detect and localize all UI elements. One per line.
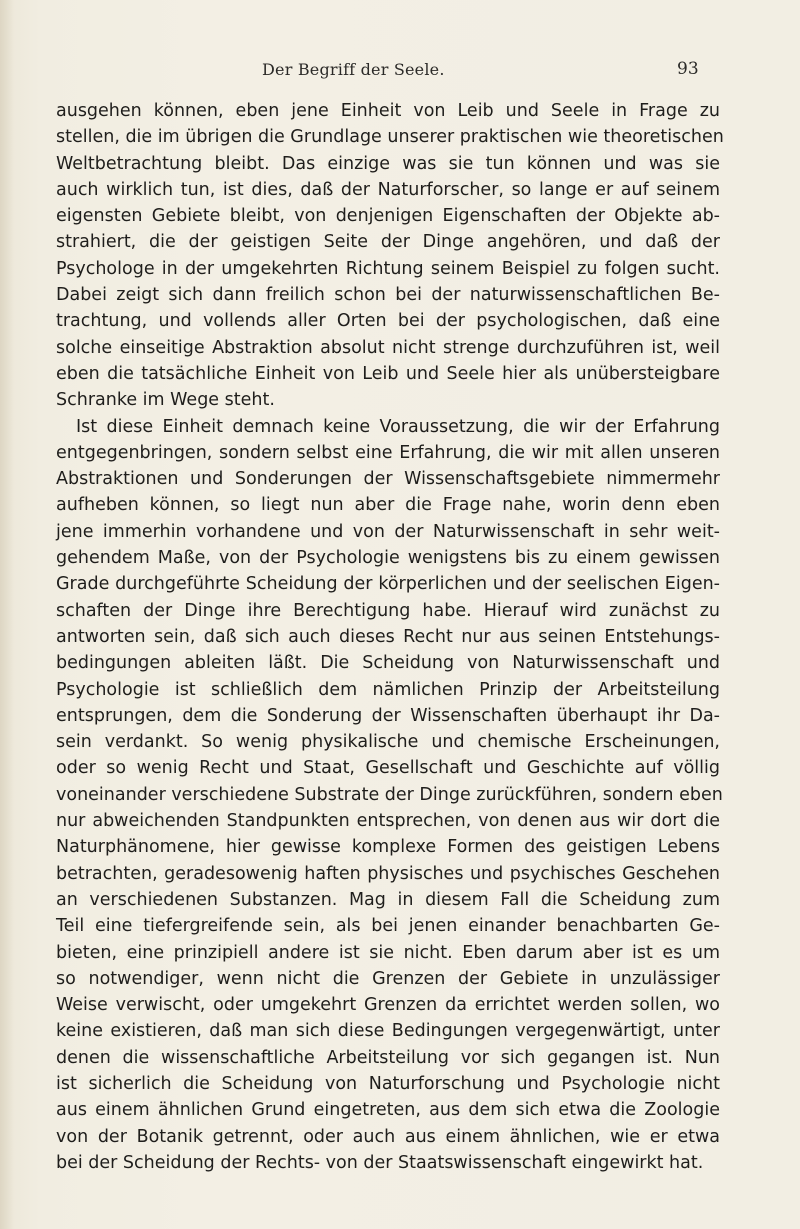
text-line: Naturphänomene, hier gewisse komplexe Formen des geistigen Lebens [56,837,720,858]
text-line: entgegenbringen, sondern selbst eine Erfahrung, die wir mit allen unseren [56,442,720,463]
page-number: 93 [677,59,699,79]
text-line: Ist diese Einheit demnach keine Voraussetzung, die wir der Erfahrung [76,416,720,437]
text-line: sein verdankt. So wenig physikalische und chemische Erscheinungen, [56,732,720,753]
paragraph [56,414,723,1177]
text-line: gehendem Maße, von der Psychologie wenigstens bis zu einem gewissen [56,548,720,569]
text-line: antworten sein, daß sich auch dieses Recht nur aus seinen Entstehungs- [56,626,720,647]
text-line: Schranke im Wege steht. [56,390,275,411]
text-line: voneinander verschiedene Substrate der Dinge zurückführen, sondern eben [56,784,723,805]
text-line: betrachten, geradesowenig haften physisches und psychisches Geschehen [56,863,720,884]
text-line: eigensten Gebiete bleibt, von denjenigen Eigenschaften der Objekte ab- [56,206,720,227]
text-line: strahiert, die der geistigen Seite der Dinge angehören, und daß der [56,232,720,253]
text-line: stellen, die im übrigen die Grundlage unserer praktischen wie theoretischen [56,127,724,148]
text-line: aufheben können, so liegt nun aber die Frage nahe, worin denn eben [56,495,720,516]
text-line: jene immerhin vorhandene und von der Naturwissenschaft in sehr weit- [56,521,720,542]
text-line: bieten, eine prinzipiell andere ist sie nicht. Eben darum aber ist es um [56,942,720,963]
text-line: aus einem ähnlichen Grund eingetreten, aus dem sich etwa die Zoologie [56,1100,720,1121]
text-line: so notwendiger, wenn nicht die Grenzen der Gebiete in unzulässiger [56,968,720,989]
running-head [0,52,800,82]
text-line: entsprungen, dem die Sonderung der Wissenschaften überhaupt ihr Da- [56,705,720,726]
text-line: Psychologe in der umgekehrten Richtung seinem Beispiel zu folgen sucht. [56,258,720,279]
text-line: solche einseitige Abstraktion absolut nicht strenge durchzuführen ist, weil [56,337,720,358]
text-line: Weise verwischt, oder umgekehrt Grenzen da errichtet werden sollen, wo [56,995,720,1016]
text-line: Abstraktionen und Sonderungen der Wissenschaftsgebiete nimmermehr [56,469,720,490]
text-line: oder so wenig Recht und Staat, Gesellschaft und Geschichte auf völlig [56,758,720,779]
text-line: Psychologie ist schließlich dem nämlichen Prinzip der Arbeitsteilung [56,679,720,700]
text-line: eben die tatsächliche Einheit von Leib und Seele hier als unübersteigbare [56,363,720,384]
text-line: ist sicherlich die Scheidung von Naturforschung und Psychologie nicht [56,1073,720,1094]
body-text [56,98,724,1176]
text-line: an verschiedenen Substanzen. Mag in diesem Fall die Scheidung zum [56,889,720,910]
text-line: keine existieren, daß man sich diese Bedingungen vergegenwärtigt, unter [56,1021,720,1042]
binding-shadow [0,0,14,1229]
text-line: schaften der Dinge ihre Berechtigung habe. Hierauf wird zunächst zu [56,600,720,621]
text-line: bei der Scheidung der Rechts- von der Staatswissenschaft eingewirkt hat. [56,1152,704,1173]
paragraph [56,98,724,414]
text-line: ausgehen können, eben jene Einheit von Leib und Seele in Frage zu [56,101,720,121]
text-line: bedingungen ableiten läßt. Die Scheidung von Naturwissenschaft und [56,653,720,674]
text-line: auch wirklich tun, ist dies, daß der Naturforscher, so lange er auf seinem [56,179,720,200]
text-line: nur abweichenden Standpunkten entsprechen, von denen aus wir dort die [56,811,720,832]
text-line: Grade durchgeführte Scheidung der körperlichen und der seelischen Eigen- [56,574,720,595]
text-line: von der Botanik getrennt, oder auch aus einem ähnlichen, wie er etwa [56,1126,720,1147]
text-line: Dabei zeigt sich dann freilich schon bei der naturwissenschaftlichen Be- [56,285,720,306]
running-title: Der Begriff der Seele. [262,60,445,79]
text-line: trachtung, und vollends aller Orten bei der psychologischen, daß eine [56,311,720,332]
text-line: Teil eine tiefergreifende sein, als bei jenen einander benachbarten Ge- [56,916,720,937]
text-line: denen die wissenschaftliche Arbeitsteilung vor sich gegangen ist. Nun [56,1047,720,1068]
text-line: Weltbetrachtung bleibt. Das einzige was sie tun können und was sie [56,153,720,174]
